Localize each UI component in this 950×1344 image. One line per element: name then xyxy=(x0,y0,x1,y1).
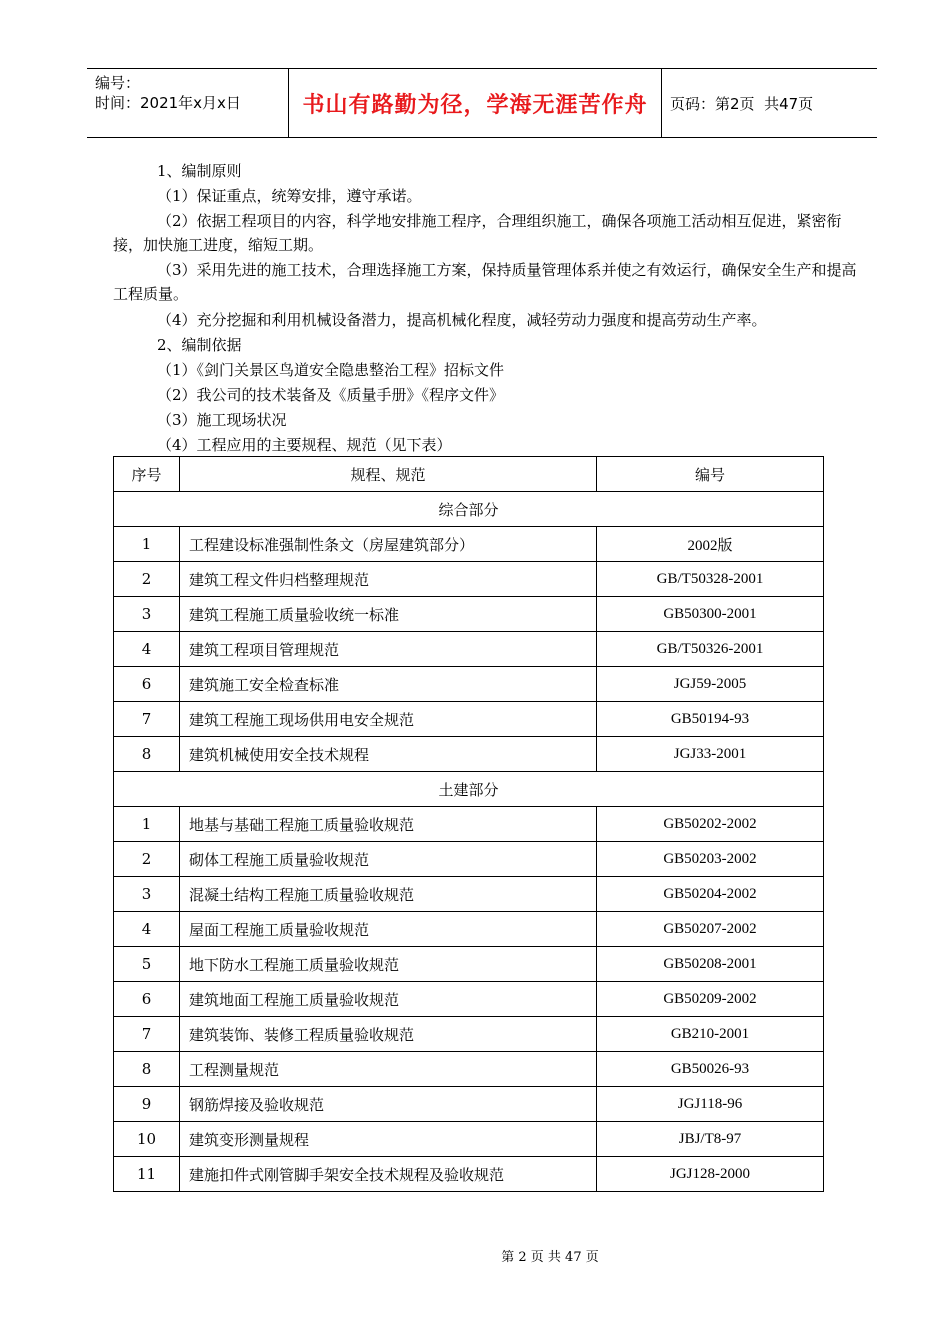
table-row xyxy=(114,667,824,702)
row-no: 8 xyxy=(114,737,180,772)
row-name: 建筑工程项目管理规范 xyxy=(180,632,597,667)
row-code: GB50203-2002 xyxy=(597,842,824,877)
row-code: GB50204-2002 xyxy=(597,877,824,912)
row-code: GB/T50328-2001 xyxy=(597,562,824,597)
row-code: JGJ118-96 xyxy=(597,1087,824,1122)
table-row xyxy=(114,597,824,632)
table-header-row xyxy=(114,457,824,492)
table-row xyxy=(114,807,824,842)
row-no: 3 xyxy=(114,877,180,912)
row-code: GB50202-2002 xyxy=(597,807,824,842)
row-code: GB50300-2001 xyxy=(597,597,824,632)
row-name: 工程建设标准强制性条文（房屋建筑部分） xyxy=(180,527,597,562)
table-row xyxy=(114,1122,824,1157)
row-no: 5 xyxy=(114,947,180,982)
basis-item-3: （3）施工现场状况 xyxy=(157,411,287,429)
basis-item-1: （1）《剑门关景区鸟道安全隐患整治工程》招标文件 xyxy=(157,361,505,379)
table-row xyxy=(114,1157,824,1192)
row-code: GB/T50326-2001 xyxy=(597,632,824,667)
row-no: 9 xyxy=(114,1087,180,1122)
row-no: 8 xyxy=(114,1052,180,1087)
section-row-general xyxy=(114,492,824,527)
row-code: GB50207-2002 xyxy=(597,912,824,947)
column-header-code: 编号 xyxy=(597,457,824,492)
row-code: GB50026-93 xyxy=(597,1052,824,1087)
table-body xyxy=(114,492,824,1192)
paragraph-4: （4）充分挖掘和利用机械设备潜力，提高机械化程度，减轻劳动力强度和提高劳动生产率。 xyxy=(157,311,767,329)
row-code: GB210-2001 xyxy=(597,1017,824,1052)
row-name: 建筑装饰、装修工程质量验收规范 xyxy=(180,1017,597,1052)
row-no: 1 xyxy=(114,807,180,842)
table-row xyxy=(114,877,824,912)
page-label: 页码：第2页 共47页 xyxy=(670,94,814,113)
row-name: 地下防水工程施工质量验收规范 xyxy=(180,947,597,982)
section-label: 综合部分 xyxy=(114,492,824,527)
section-label: 土建部分 xyxy=(114,772,824,807)
page-footer: 第 2 页 共 47 页 xyxy=(501,1250,599,1265)
row-no: 4 xyxy=(114,632,180,667)
row-code: JGJ33-2001 xyxy=(597,737,824,772)
table-row xyxy=(114,1052,824,1087)
row-code: JGJ59-2005 xyxy=(597,667,824,702)
table-row xyxy=(114,1017,824,1052)
row-name: 工程测量规范 xyxy=(180,1052,597,1087)
table-row xyxy=(114,702,824,737)
table-row xyxy=(114,737,824,772)
standards-table xyxy=(113,456,824,1192)
section-row-civil xyxy=(114,772,824,807)
row-no: 6 xyxy=(114,667,180,702)
row-name: 砌体工程施工质量验收规范 xyxy=(180,842,597,877)
row-name: 建施扣件式刚管脚手架安全技术规程及验收规范 xyxy=(180,1157,597,1192)
row-no: 3 xyxy=(114,597,180,632)
column-header-name: 规程、规范 xyxy=(180,457,597,492)
header-meta xyxy=(95,73,241,113)
basis-item-2: （2）我公司的技术装备及《质量手册》《程序文件》 xyxy=(157,386,505,404)
row-name: 建筑工程文件归档整理规范 xyxy=(180,562,597,597)
table-row xyxy=(114,562,824,597)
table-row xyxy=(114,1087,824,1122)
header-page-number xyxy=(670,69,813,137)
serial-label: 编号： xyxy=(95,74,141,92)
row-code: JGJ128-2000 xyxy=(597,1157,824,1192)
row-no: 10 xyxy=(114,1122,180,1157)
row-name: 建筑地面工程施工质量验收规范 xyxy=(180,982,597,1017)
section-heading-2: 2、编制依据 xyxy=(157,336,242,354)
row-name: 建筑工程施工质量验收统一标准 xyxy=(180,597,597,632)
header-motto: 书山有路勤为径，学海无涯苦作舟 xyxy=(302,92,648,118)
row-name: 钢筋焊接及验收规范 xyxy=(180,1087,597,1122)
row-name: 建筑施工安全检查标准 xyxy=(180,667,597,702)
table-row xyxy=(114,632,824,667)
row-code: 2002版 xyxy=(597,527,824,562)
table-row xyxy=(114,982,824,1017)
row-no: 7 xyxy=(114,702,180,737)
table-row xyxy=(114,842,824,877)
section-heading-1: 1、编制原则 xyxy=(157,162,242,180)
column-header-no: 序号 xyxy=(114,457,180,492)
document-header xyxy=(87,68,877,138)
row-name: 建筑变形测量规程 xyxy=(180,1122,597,1157)
header-divider xyxy=(661,69,662,137)
row-name: 建筑工程施工现场供用电安全规范 xyxy=(180,702,597,737)
row-no: 7 xyxy=(114,1017,180,1052)
row-name: 地基与基础工程施工质量验收规范 xyxy=(180,807,597,842)
row-no: 4 xyxy=(114,912,180,947)
row-name: 建筑机械使用安全技术规程 xyxy=(180,737,597,772)
row-code: GB50194-93 xyxy=(597,702,824,737)
row-code: JBJ/T8-97 xyxy=(597,1122,824,1157)
time-label: 时间：2021年x月x日 xyxy=(95,94,241,112)
row-code: GB50209-2002 xyxy=(597,982,824,1017)
table-row xyxy=(114,912,824,947)
paragraph-3: （3）采用先进的施工技术，合理选择施工方案，保持质量管理体系并使之有效运行，确保安全生产和提高工程质量。 xyxy=(113,261,857,303)
paragraph-2: （2）依据工程项目的内容，科学地安排施工程序，合理组织施工，确保各项施工活动相互促进，紧密衔接，加快施工进度，缩短工期。 xyxy=(113,212,842,254)
row-name: 混凝土结构工程施工质量验收规范 xyxy=(180,877,597,912)
row-no: 6 xyxy=(114,982,180,1017)
row-no: 11 xyxy=(114,1157,180,1192)
basis-item-4: （4）工程应用的主要规程、规范（见下表） xyxy=(157,436,452,454)
row-code: GB50208-2001 xyxy=(597,947,824,982)
row-no: 1 xyxy=(114,527,180,562)
row-no: 2 xyxy=(114,562,180,597)
row-no: 2 xyxy=(114,842,180,877)
table-row xyxy=(114,947,824,982)
paragraph-1: （1）保证重点，统筹安排，遵守承诺。 xyxy=(157,187,422,205)
row-name: 屋面工程施工质量验收规范 xyxy=(180,912,597,947)
table-row xyxy=(114,527,824,562)
